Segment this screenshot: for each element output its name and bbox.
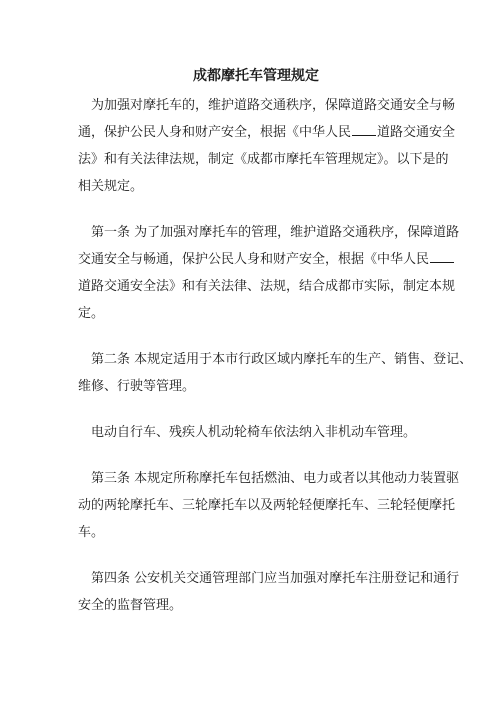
article-4 bbox=[78, 565, 460, 619]
note-line: 电动自行车、残疾人机动轮椅车依法纳入非机动车管理。 bbox=[91, 425, 417, 440]
article-1-line-2: 交通安全与畅通，保护公民人身和财产安全，根据《中华人民 bbox=[78, 246, 440, 273]
blank-underline bbox=[352, 123, 376, 136]
intro-line-1: 为加强对摩托车的，维护道路交通秩序，保障道路交通安全与畅 bbox=[91, 98, 456, 113]
intro-line-3: 法》和有关法律法规，制定《成都市摩托车管理规定》。以下是的 bbox=[78, 152, 449, 167]
blank-underline bbox=[430, 250, 454, 263]
intro-line-2: 通，保护公民人身和财产安全，根据《中华人民 道路交通安全 bbox=[78, 125, 456, 140]
article-3 bbox=[78, 465, 460, 546]
intro-paragraph bbox=[78, 92, 456, 200]
article-1-line-1: 第一条 为了加强对摩托车的管理，维护道路交通秩序，保障道路 bbox=[91, 225, 460, 240]
document-title: 成都摩托车管理规定 bbox=[193, 68, 319, 84]
article-4-line-1: 第四条 公安机关交通管理部门应当加强对摩托车注册登记和通行 bbox=[91, 571, 460, 586]
note-paragraph bbox=[78, 419, 440, 446]
article-4-line-2: 安全的监督管理。 bbox=[78, 598, 183, 613]
article-1-line-4: 定。 bbox=[78, 306, 105, 321]
intro-line-4: 相关规定。 bbox=[78, 179, 144, 194]
article-3-line-3: 车。 bbox=[78, 525, 105, 540]
article-2-line-2: 维修、行驶等管理。 bbox=[78, 379, 196, 394]
article-3-line-2: 动的两轮摩托车、三轮摩托车以及两轮轻便摩托车、三轮轻便摩托 bbox=[78, 498, 456, 513]
article-2 bbox=[78, 346, 473, 400]
article-1 bbox=[78, 219, 460, 327]
article-2-line-1: 第二条 本规定适用于本市行政区域内摩托车的生产、销售、登记、 bbox=[91, 352, 473, 367]
article-3-line-1: 第三条 本规定所称摩托车包括燃油、电力或者以其他动力装置驱 bbox=[91, 471, 460, 486]
article-1-line-3: 道路交通安全法》和有关法律、法规，结合成都市实际，制定本规 bbox=[78, 279, 456, 294]
